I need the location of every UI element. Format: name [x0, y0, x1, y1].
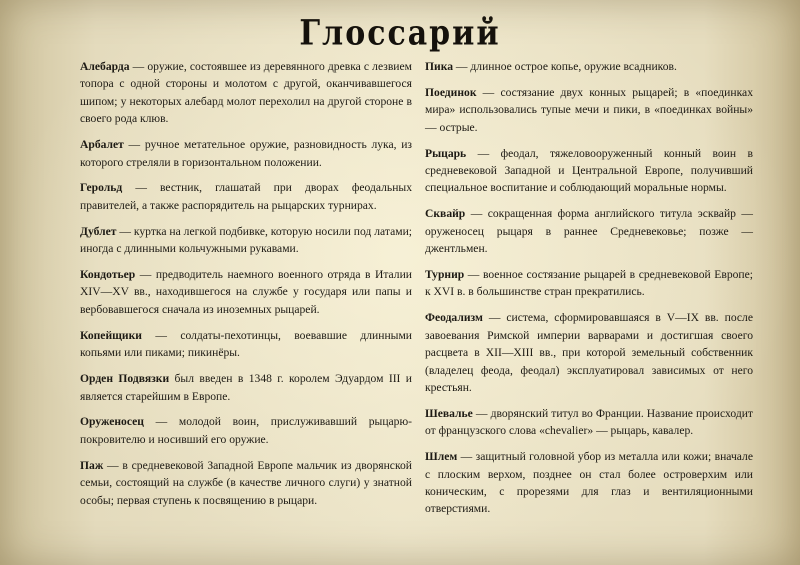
- entry-term: Дублет: [80, 224, 117, 238]
- glossary-entry: [80, 413, 412, 448]
- glossary-entry: [80, 457, 412, 509]
- entry-definition: — состязание двух конных рыцарей; в «поединках мира» использовались тупые мечи и пики, в «поединках войны» — острые.: [425, 85, 753, 134]
- entry-term: Оруженосец: [80, 415, 144, 429]
- entry-definition: — система, сформировавшаяся в V—IX вв. после завоевания Римской империи варварами и достигшая своего расцвета в XII—XIII вв., при которой земельный собственник (владелец феода, феодал) эксплуатировал зависимых от него крестьян.: [425, 311, 753, 394]
- entry-definition: — ручное метательное оружие, разновидность лука, из которого стреляли в горизонтальном положении.: [80, 138, 412, 169]
- entry-definition: — куртка на легкой подбивке, которую носили под латами; иногда с длинными кольчужными рукавами.: [80, 224, 412, 256]
- entry-definition: — вестник, глашатай при дворах феодальных правителей, а также распорядитель на рыцарских турнирах.: [80, 181, 412, 212]
- glossary-entry: [425, 205, 753, 257]
- entry-term: Арбалет: [80, 138, 124, 152]
- glossary-entry: [425, 309, 753, 396]
- entry-term: Сквайр: [425, 207, 466, 221]
- entry-definition: — сокращенная форма английского титула эсквайр — оруженосец рыцаря в раннее Средневековье; позже — джентльмен.: [425, 207, 753, 256]
- entry-term: Герольд: [80, 181, 123, 195]
- glossary-entry: [80, 179, 412, 214]
- entry-term: Паж: [80, 458, 104, 472]
- entry-term: Шлем: [425, 450, 458, 464]
- glossary-entry: [80, 223, 412, 258]
- glossary-entry: [80, 266, 412, 318]
- page-title: Глоссарий: [299, 13, 501, 54]
- glossary-entry: [425, 405, 753, 440]
- glossary-entry: [80, 370, 412, 405]
- left-column: [80, 58, 412, 517]
- glossary-entry: [425, 58, 753, 75]
- entry-definition: — военное состязание рыцарей в средневековой Европе; к XVI в. в большинстве стран прекратились.: [425, 268, 753, 299]
- entry-definition: — защитный головной убор из металла или кожи; вначале с плоским верхом, позднее он стал более островерхим или коническим, с прорезями для глаз и вентиляционными отверстиями.: [425, 450, 753, 516]
- entry-definition: — феодал, тяжеловооруженный конный воин в средневековой Западной и Центральной Европе, получивший специальное воспитание и соблюдающий моральные нормы.: [425, 146, 753, 195]
- entry-term: Орден Подвязки: [80, 372, 170, 386]
- entry-definition: — в средневековой Западной Европе мальчик из дворянской семьи, состоящий на службе (в качестве личного слуги) у знатной особы; первая ступень к посвящению в рыцари.: [80, 458, 412, 507]
- entry-definition: — предводитель наемного военного отряда в Италии XIV—XV вв., находившегося на службе у государя или папы и вербовавшегося сначала из иноземных рыцарей.: [80, 268, 412, 316]
- entry-term: Алебарда: [80, 60, 130, 73]
- entry-definition: был введен в 1348 г. королем Эдуардом III и является старейшим в Европе.: [80, 372, 412, 403]
- glossary-entry: [425, 266, 753, 301]
- entry-term: Кондотьер: [80, 268, 136, 282]
- entry-term: Феодализм: [425, 311, 483, 325]
- entry-term: Турнир: [425, 268, 465, 282]
- glossary-entry: [425, 448, 753, 518]
- glossary-entry: [80, 58, 412, 128]
- right-column: [425, 58, 753, 526]
- glossary-entry: [80, 136, 412, 171]
- entry-term: Пика: [425, 60, 453, 73]
- entry-term: Шевалье: [425, 406, 473, 420]
- entry-term: Копейщики: [80, 328, 142, 342]
- glossary-entry: [425, 84, 753, 136]
- entry-definition: — молодой воин, прислуживавший рыцарю-покровителю и носивший его оружие.: [80, 415, 412, 446]
- entry-term: Рыцарь: [425, 146, 467, 160]
- entry-term: Поединок: [425, 85, 477, 99]
- entry-definition: — оружие, состоявшее из деревянного древка с лезвием топора с одной стороны и молотом с другой, оканчивавшегося шипом; у некоторых алебард молот перехолил на другой стороне в своего рода клюв.: [80, 60, 412, 126]
- entry-definition: — длинное острое копье, оружие всадников.: [453, 60, 677, 73]
- glossary-entry: [425, 145, 753, 197]
- entry-definition: — дворянский титул во Франции. Название происходит от французского слова «chevalier» — рыцарь, кавалер.: [425, 406, 753, 438]
- glossary-entry: [80, 327, 412, 362]
- entry-definition: — солдаты-пехотинцы, воевавшие длинными копьями или пиками; пикинёры.: [80, 328, 412, 360]
